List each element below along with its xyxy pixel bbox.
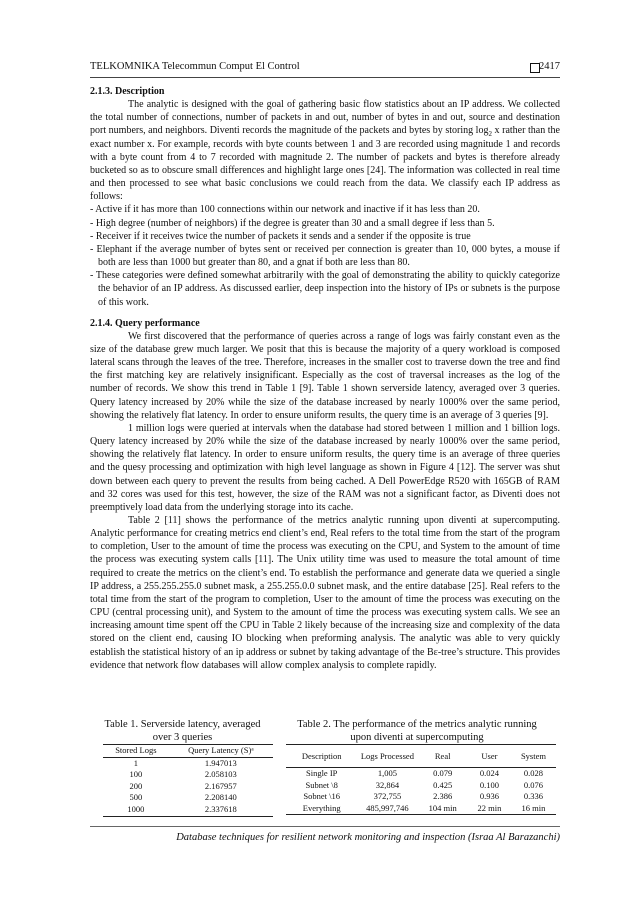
table-cell: 1000 [103, 804, 169, 816]
column-header: Description [286, 745, 357, 768]
table-cell: Sobnet \16 [303, 791, 340, 802]
table-cell: 0.336 [523, 791, 544, 802]
paragraph-text: x rather than the exact number x. For example, records with byte counts between 1 and 3 are recorded using magnitude 1 and records with a byte count from 4 to 7 recorded with magnitude 2. The number of packets and bytes is therefore already bucketed so as to obscure small differences and highlight large ones [24]. The information was collected in real time and then processed to see what basic conclusions we could reach from the data. We classify each IP address as follows: [90, 125, 560, 203]
table-cell: 0.024 [479, 768, 500, 778]
table-cell: 0.936 [479, 791, 500, 802]
column-header: User [468, 745, 511, 768]
table-cell: 104 min [417, 803, 468, 815]
list-item: - High degree (number of neighbors) if the degree is greater than 30 and a small degree if less than 5. [90, 217, 495, 229]
section-heading-description: 2.1.3. Description [90, 86, 165, 97]
paragraph: 1 million logs were queried at intervals when the database had stored between 1 million and 1 billion logs. Query latency increased by 20% while the size of the database increased by nearly 1000% over the same period, showing the relatively flat latency. In order to ensure uniform results, the query time is an average of three queries and the quesy processing and optimization with high level language as shown in Figure 4 [12]. The server was shut down between each query to prevent the results from being cached. A Dell PowerEdge R520 with 165GB of RAM and 32 cores was used for this test, however, the size of the RAM was not a significant factor, as Diventi does not preemptively load data from the underlying storage into its cache. [90, 422, 560, 513]
table-cell: 2.058103 [204, 769, 237, 780]
table-cell: Everything [286, 803, 357, 815]
table2-caption: Table 2. The performance of the metrics analytic running upon diventi at supercomputing [297, 719, 537, 743]
table-cell: 2.208140 [204, 792, 237, 803]
table-cell: 1,005 [377, 768, 397, 778]
paragraph: Table 2 [11] shows the performance of the metrics analytic running upon diventi at supercomputing. Analytic performance for creating metrics end client’s end, Real refers to the total time from the start of the program to completion, User to the amount of time the process was executing on the CPU, and System to the amount of time the process was executing system calls [11]. The Unix utility time was used to measure the total amount of time required to create the metrics on the client’s end. To establish the performance and generate data we queried a single IP address, a 255.255.255.0 subnet mask, a 255.255.0.0 subnet mask, and the entire database [25]. Real refers to the total time from the start of the program to completion, User to the amount of time the process was executing on the CPU (central processing unit), and System to the amount of time the process was executing system calls. We see an increasing amount time spent off the CPU in Table 2 likely because of the increasing size and complexity of the data stored on the client end, causing IO blocking when preforming analysis. The analytic was able to very quickly establish the statistical history of an ip address or subnet by taking advantage of the Bε-tree’s structure. This provides evidence that network flow databases will allow complex analysis to complete rapidly. [90, 515, 560, 671]
list-item: - Receiver if it receives twice the number of packets it sends and a sender if the opposite is true [90, 230, 471, 242]
paragraph-description [90, 98, 560, 203]
page-header [90, 61, 560, 77]
table-cell: 0.425 [433, 779, 453, 790]
journal-title: TELKOMNIKA Telecommun Comput El Control [90, 61, 300, 72]
table-cell: Subnet \8 [305, 779, 338, 790]
section-heading-query-performance: 2.1.4. Query performance [90, 317, 200, 329]
table-row [103, 804, 273, 816]
table-cell: 0.028 [523, 768, 544, 778]
table-cell: 500 [129, 792, 143, 803]
table-header-row [286, 745, 556, 768]
table-row [286, 768, 556, 780]
list-item: - These categories were defined somewhat arbitrarily with the goal of demonstrating the ability to quickly categorize the behavior of an IP address. As discussed earlier, deep inspection into the history of IPs or subnets is the purpose of this work. [90, 270, 560, 308]
table-cell: 0.076 [523, 779, 544, 790]
table-cell: 100 [129, 769, 143, 780]
page-number: 2417 [539, 61, 560, 72]
paragraph-text: The analytic is designed with the goal of gathering basic flow statistics about an IP address. We collected the total number of connections, number of packets in and out, number of bytes in and out, source and destination port numbers, and neighbors. Diventi records the magnitude of the packets and bytes by storing log [90, 99, 560, 137]
column-header: Stored Logs [103, 745, 169, 758]
table-row [103, 781, 273, 793]
table-cell: 1 [133, 757, 138, 768]
list-item: - Elephant if the average number of bytes sent or received per connection is greater than 10, 000 bytes, a mouse if both are less than 1000 but greater than 80, and a gnat if both are less than 80. [90, 243, 560, 269]
table-row [286, 780, 556, 792]
table-cell: 200 [129, 780, 143, 791]
table-row [103, 769, 273, 781]
table1 [103, 744, 273, 817]
table-cell: 2.386 [433, 791, 453, 802]
header-rule [90, 77, 560, 78]
table-row [286, 803, 556, 815]
table-row [286, 791, 556, 803]
subscript: 2 [488, 130, 492, 139]
table-cell: 372,755 [373, 791, 402, 802]
table-cell: 2.337618 [169, 804, 273, 816]
table-cell: 32,864 [375, 779, 400, 790]
table1-caption: Table 1. Serverside latency, averaged over 3 queries [104, 719, 261, 743]
table-cell: 1.947013 [204, 757, 237, 768]
table-cell: 0.079 [433, 768, 453, 778]
table2 [286, 744, 556, 815]
table-cell: 2.167957 [204, 780, 237, 791]
table-cell: 22 min [468, 803, 511, 815]
footer-rule [90, 826, 560, 827]
table-cell: 0.100 [479, 779, 500, 790]
page-footer: Database techniques for resilient network monitoring and inspection (Israa Al Barazanchi) [176, 832, 560, 843]
paragraph: We first discovered that the performance of queries across a range of logs was fairly constant even as the size of the database grew much larger. We posit that this is because the majority of a query workload is composed lateral scans through the leaves of the tree. Therefore, increases in the smaller cost to traverse down the tree and find the first matching key are relatively insignificant. Especially as the cost of traversal increases as the log of the number of records. We show this trend in Table 1 [9]. Table 1 shown serverside latency, averaged over 3 queries. Query latency increased by 20% while the size of the database increased by nearly 1000% over the same period, showing the relatively flat latency. In order to ensure uniform results, the query time is an average of 3 queries [9]. [90, 330, 560, 421]
table-cell: 16 min [511, 803, 556, 815]
table-header-row [103, 745, 273, 758]
table-cell: 485,997,746 [357, 803, 417, 815]
column-header: Query Latency (S)ᵃ [169, 745, 273, 758]
column-header: System [511, 745, 556, 768]
classification-list [90, 203, 560, 308]
list-item: - Active if it has more than 100 connections within our network and inactive if it has less than 20. [90, 204, 480, 216]
table-row [103, 792, 273, 804]
column-header: Real [417, 745, 468, 768]
column-header: Logs Processed [357, 745, 417, 768]
table-row [103, 757, 273, 769]
table-cell: Single IP [305, 768, 338, 778]
main-text [90, 85, 560, 672]
